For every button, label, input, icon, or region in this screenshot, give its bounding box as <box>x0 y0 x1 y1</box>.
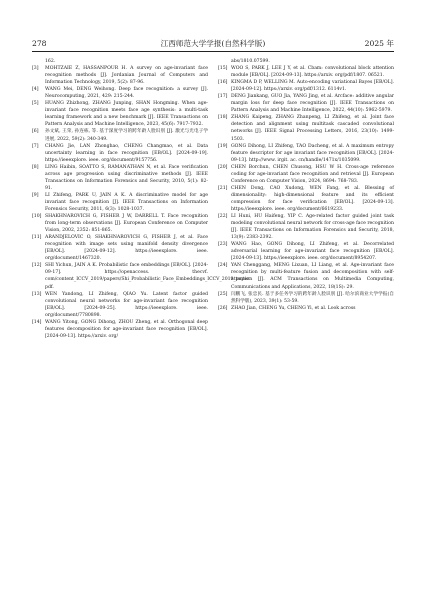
reference-number: [17] <box>218 94 228 100</box>
reference-entry <box>32 291 208 319</box>
reference-entry <box>218 164 394 185</box>
reference-text: HUANG Zhizhong, ZHANG Junping, SHAN Hongming. When age-invariant face recognition meets face age synthesis: a multi-task learning framework and a new benchmark [J]. IEEE Transactions on Pattern Analysis and Machine Intelligence, 2023, 45(6): 7917-7932. <box>45 101 208 128</box>
reference-number: [3] <box>32 66 39 72</box>
reference-text: CHEN Dong, CAO Xudong, WEN Fang, et al. Blessing of dimensionality: high-dimensional feature and its efficient compression for face verification [EB/OL]. [2024-09-13]. https://ieeexplore. ieee. org/document/6619233. <box>231 185 394 212</box>
reference-number: [23] <box>218 242 228 248</box>
reference-entry <box>218 213 394 241</box>
reference-number: [5] <box>32 101 39 107</box>
reference-number: [21] <box>218 185 228 191</box>
reference-number: [7] <box>32 143 39 149</box>
reference-text: CHEN Borchun, CHEN Chusong, HSU W H. Cross-age reference coding for age-invariant face recognition and retrieval [J]. European Conference on Computer Vision, 2024, 8694: 768-783. <box>231 164 394 184</box>
reference-entry <box>32 234 208 262</box>
reference-number: [12] <box>32 263 42 269</box>
reference-entry <box>32 213 208 234</box>
reference-number: [6] <box>32 129 39 135</box>
reference-entry <box>218 114 394 142</box>
reference-entry <box>32 100 208 128</box>
reference-text: WEN Yandong, LI Zhifeng, QIAO Yu. Latent factor guided convolutional neural networks for age-invariant face recognition [EB/OL]. [2024-09-25]. https://ieeexplore. ieee. org/document/7780898. <box>45 291 208 318</box>
reference-entry <box>32 262 251 290</box>
reference-text: abs/1810.07599. <box>231 59 270 64</box>
reference-continuation <box>32 58 208 65</box>
reference-entry <box>218 79 394 93</box>
reference-entry <box>218 305 394 312</box>
reference-number: [15] <box>218 66 228 72</box>
reference-entry <box>32 192 208 213</box>
header-rule <box>32 51 394 52</box>
reference-text: LI Zhifeng, PARK U, JAIN A K. A discriminative model for age invariant face recognition [J]. IEEE Transactions on Information Forensics Security, 2011, 6(3): 1028-1037. <box>45 192 208 212</box>
references-right-column <box>218 58 394 312</box>
reference-text: WANG Mei, DENG Weihong. Deep face recognition: a survey [J]. Neurocomputing, 2021, 429: 215-244. <box>45 87 208 100</box>
reference-text: ZHAO Jian, CHENG Yu, CHENG Yi, et al. Look across <box>231 305 356 311</box>
reference-entry <box>218 291 394 305</box>
reference-text: MOHTZAIE Z, HASSANPOUR H. A survey on age-invariant face recognition methods [J]. Jordanian Journal of Computers and Information Technology, 2019, 5(2): 87-96. <box>45 66 208 86</box>
reference-text: LING Haibin, SOATTO S, RAMANATHAN N, et al. Face verification across age progression using discriminative methods [J]. IEEE Transactions on Information Forensics and Security, 2010, 5(1): 82-91. <box>45 164 208 191</box>
reference-number: [18] <box>218 115 228 121</box>
publication-year: 2025 年 <box>364 39 394 48</box>
reference-entry <box>218 262 394 290</box>
reference-entry <box>32 86 208 100</box>
reference-entry <box>218 65 394 79</box>
reference-number: [24] <box>218 263 228 269</box>
reference-number: [25] <box>218 291 228 297</box>
reference-number: [10] <box>32 214 42 220</box>
reference-number: [20] <box>218 164 228 170</box>
reference-text: SHAKHNAROVICH G, FISHER J W, DARRELL T. Face recognition from long-term observations [J]. European Conference on Computer Vision, 2002, 2352: 851-865. <box>45 214 208 234</box>
reference-text: LI Huni, HU Haifeng, YIP C. Age-related factor guided joint task modeling convolutional neural network for cross-age face recognition [J]. IEEE Transactions on Information Forensics and Security, 2018, 13(9): 2383-2392. <box>231 214 394 241</box>
reference-number: [14] <box>32 319 42 325</box>
reference-entry <box>32 319 208 340</box>
reference-text: ZHANG Kaipeng, ZHANG Zhanpeng, LI Zhifeng, et al. Joint face detection and alignment using multitask cascaded convolutional networks [J]. IEEE Signal Processing Letters, 2016, 23(10): 1499-1503. <box>231 115 394 142</box>
reference-entry <box>218 93 394 114</box>
reference-number: [8] <box>32 164 39 170</box>
reference-number: [22] <box>218 214 228 220</box>
reference-number: [11] <box>32 235 42 241</box>
reference-text: 孙文斌, 王荣, 孙连栋, 等. 基于深度学习的跨年龄人脸识别 [J]. 激光与光电子学进展, 2022, 59(2): 340-349. <box>45 129 208 142</box>
page-number: 278 <box>32 39 47 48</box>
reference-text: KINGMA D P, WELLING M. Auto-encoding variational Bayes [EB/OL]. [2024-09-12]. https://arxiv. org/pdf/1312. 6114v1. <box>231 80 394 93</box>
reference-entry <box>218 185 394 213</box>
reference-text: YAN Chenggang, MENG Lixuan, LI Liang, et al. Age-invariant face recognition by multi-feature fusion and decomposition with self-attention [J]. ACM Transactions on Multimedia Computing, Communications and Applications, 2022, 18(1S): 29. <box>231 263 394 290</box>
reference-text: WOO S, PARK J, LEE J Y, et al. Cbam: convolutional block attention module [EB/OL]. [2024-09-13]. https://arxiv. org/pdf/1807. 06521. <box>231 66 394 79</box>
reference-text: SHI Yichun, JAIN A K. Probabilistic face embeddings [EB/OL]. [2024-09-17]. https://openaccess. thecvf. com/content_ICCV_2019/papers/Shi_Probabilistic_Face_Embeddings_ICCV_2019_paper. pdf. <box>45 263 251 290</box>
reference-entry <box>32 128 208 142</box>
reference-text: ARANDJELOVIC O, SHAKHNAROVICH G, FISHER J, et al. Face recognition with image sets using manifold density divergence [EB/OL]. [2024-09-12]. https://ieeexplore. ieee. org/document/1467320. <box>45 235 208 262</box>
reference-text: GONG Dihong, LI Zhifeng, TAO Dacheng, et al. A maximum entropy feature descriptor for age invariant face recognition [EB/OL]. [2024-09-13]. http://www. irgit. ac. cn/handle/1471x/1035099. <box>231 143 394 163</box>
reference-text: DENG Jiankang, GUO Jia, YANG Jing, et al. Arcface: additive angular margin loss for deep face recognition [J]. IEEE Transactions on Pattern Analysis and Machine Intelligence, 2022, 44(10): 5962-5979. <box>231 94 394 114</box>
page-header <box>32 37 394 51</box>
reference-number: [4] <box>32 87 39 93</box>
reference-entry <box>218 241 394 262</box>
journal-title: 江西师范大学学报(自然科学版) <box>160 39 266 48</box>
reference-number: [19] <box>218 143 228 149</box>
reference-entry <box>32 143 208 164</box>
reference-entry <box>32 65 208 86</box>
reference-number: [16] <box>218 80 228 86</box>
reference-entry <box>32 164 208 192</box>
reference-text: WANG Hao, GONG Dihong, LI Zhifeng, et al. Decorrelated adversarial learning for age-invariant face recognition [EB/OL]. [2024-09-13]. https://ieeexplore. ieee. org/document/8954207. <box>231 242 394 262</box>
reference-number: [26] <box>218 305 228 311</box>
reference-entry <box>218 143 394 164</box>
reference-continuation <box>218 58 394 65</box>
reference-text: 闫鹏飞, 张忠民. 基于多任务学习的跨年龄人脸识别 [J]. 哈尔滨商业大学学报(自然科学版), 2023, 39(1): 53-59. <box>231 291 394 304</box>
reference-text: CHANG Jie, LAN Zhonghao, CHENG Changmao, et al. Data uncertainty learning in face recognition [EB/OL]. [2024-09-19]. https://ieeexplore. ieee. org/document/9157756. <box>45 143 208 163</box>
reference-text: 162. <box>45 59 56 64</box>
reference-number: [13] <box>32 291 42 297</box>
reference-number: [9] <box>32 192 39 198</box>
reference-text: WANG Yitong, GONG Dihong, ZHOU Zheng, et al. Orthogonal deep features decomposition for age-invariant face recognition [EB/OL]. [2024-09-13]. https://arxiv. org/ <box>45 319 208 339</box>
